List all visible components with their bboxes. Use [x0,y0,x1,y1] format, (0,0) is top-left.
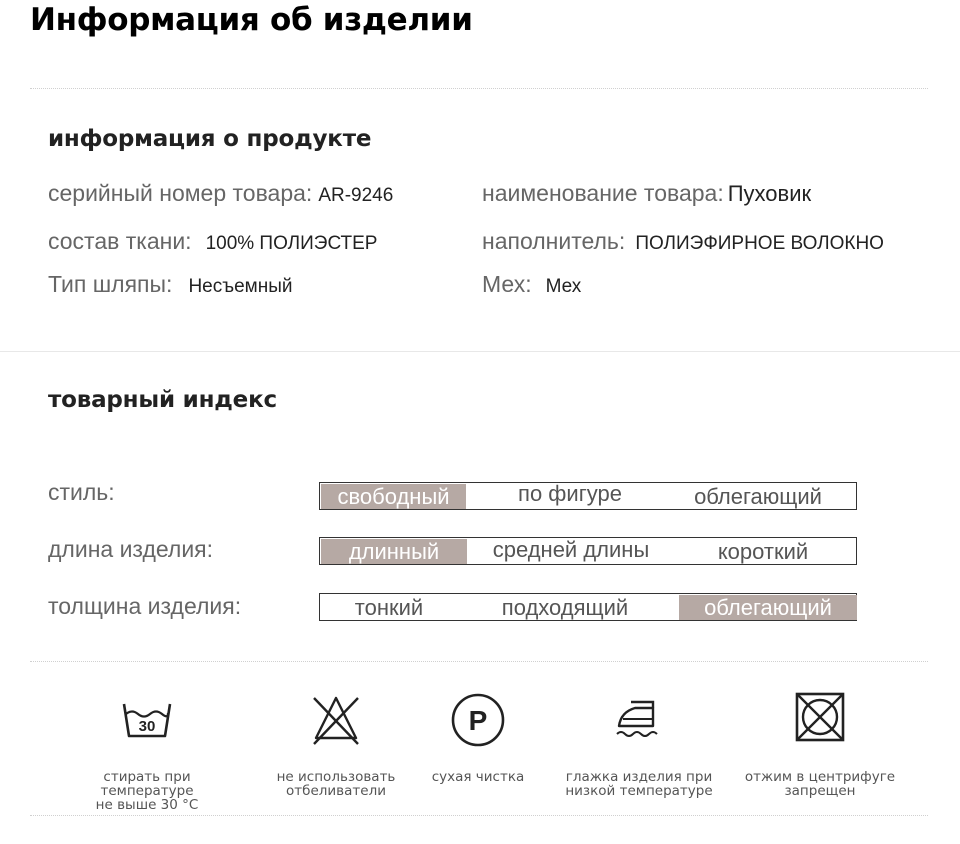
length-label: длина изделия: [48,536,214,562]
spec-serial [48,180,393,207]
dry-clean-letter: P [468,705,488,736]
spec-label: серийный номер товара: [48,180,313,206]
product-index-heading: товарный индекс [48,387,277,413]
spec-label: состав ткани: [48,228,192,254]
style-option-loose: свободный [321,484,466,509]
spec-value: Мех [545,276,582,297]
spec-filler [482,228,884,255]
iron-low-icon [609,688,669,748]
thickness-scale [319,593,857,621]
length-scale [319,537,857,565]
divider [0,351,960,352]
page-title: Информация об изделии [30,2,473,38]
spec-value: 100% ПОЛИЭСТЕР [205,233,378,254]
spec-label: наполнитель: [482,228,626,254]
no-tumble-dry-icon [790,688,850,748]
care-dry-clean [388,688,568,785]
divider [30,88,928,89]
style-scale [319,482,857,510]
spec-label: наименование товара: [482,180,724,206]
spec-value: AR-9246 [318,185,394,206]
care-caption: сухая чистка [431,769,525,785]
spec-value: Несъемный [188,276,293,297]
care-caption: не использовать отбеливатели [276,769,396,799]
thickness-option-thick: облегающий [679,595,857,620]
no-bleach-icon [306,688,366,748]
spec-value: Пуховик [727,181,812,206]
spec-name [482,180,811,207]
divider [30,661,928,662]
spec-label: Тип шляпы: [48,271,173,297]
wash-number: 30 [138,718,156,735]
divider [30,815,928,816]
length-option-long: длинный [321,539,467,564]
spec-value: ПОЛИЭФИРНОЕ ВОЛОКНО [635,233,884,254]
style-option-fitted: по фигуре [518,481,622,506]
spec-label: Мех: [482,271,532,297]
length-option-medium: средней длины [492,537,650,562]
care-caption: отжим в центрифуге запрещен [744,769,896,799]
spec-hat [48,271,293,298]
style-label: стиль: [48,479,115,505]
care-caption: стирать при температуре не выше 30 °C [95,769,199,813]
product-info-heading: информация о продукте [48,126,372,152]
care-caption: глажка изделия при низкой температуре [565,769,713,799]
care-wash [57,688,237,813]
dry-clean-p-icon [448,688,508,748]
care-tumble [730,688,910,799]
thickness-label: толщина изделия: [48,593,242,619]
length-option-short: короткий [717,539,809,564]
care-iron [549,688,729,799]
wash-30-icon [117,688,177,748]
thickness-option-medium: подходящий [501,595,629,620]
spec-fabric [48,228,377,255]
style-option-tight: облегающий [694,484,822,509]
spec-fur [482,271,581,298]
thickness-option-thin: тонкий [354,595,424,620]
